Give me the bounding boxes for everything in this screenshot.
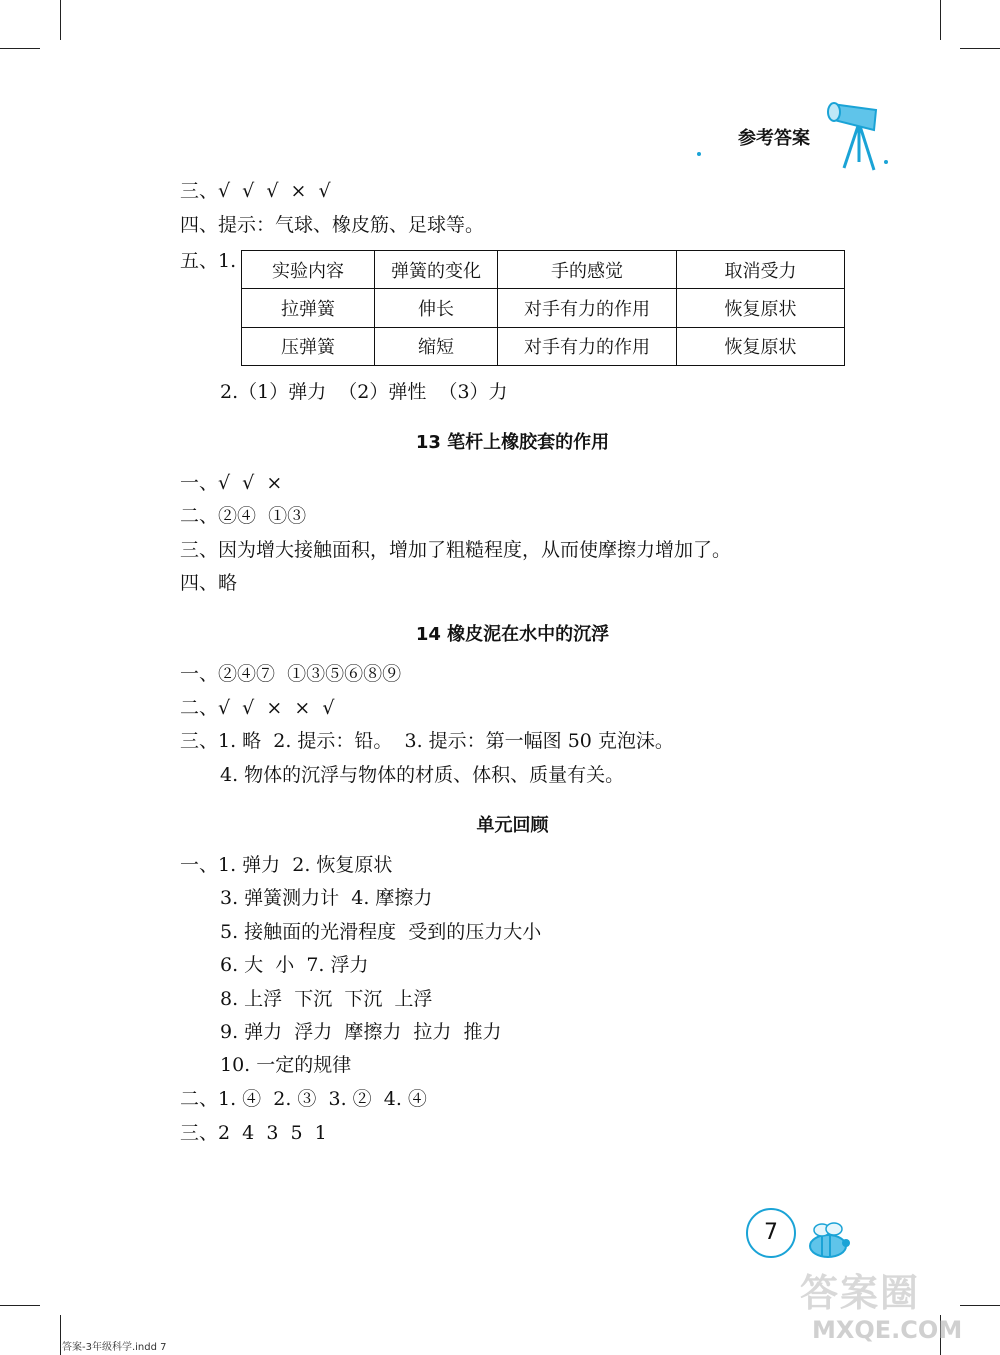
answer-line: 五、1.	[180, 250, 237, 272]
footer-file-label: 答案-3年级科学.indd 7	[62, 1342, 167, 1353]
table-cell: 对手有力的作用	[498, 327, 677, 365]
crop-mark	[940, 0, 941, 40]
answer-line: 一、1. 弹力 2. 恢复原状	[180, 854, 393, 876]
answer-line: 4. 物体的沉浮与物体的材质、体积、质量有关。	[220, 764, 625, 786]
answer-line: 二、√ √ × × √	[180, 697, 335, 719]
table-cell: 恢复原状	[677, 327, 845, 365]
answer-line: 一、②④⑦ ①③⑤⑥⑧⑨	[180, 663, 402, 685]
table-cell: 对手有力的作用	[498, 289, 677, 327]
section-heading: 单元回顾	[476, 815, 549, 836]
answer-line: 10. 一定的规律	[220, 1054, 352, 1076]
answer-line: 5. 接触面的光滑程度 受到的压力大小	[220, 921, 542, 943]
answer-line: 四、提示：气球、橡皮筋、足球等。	[180, 214, 485, 236]
table-cell: 手的感觉	[498, 251, 677, 289]
answer-line: 三、因为增大接触面积，增加了粗糙程度，从而使摩擦力增加了。	[180, 539, 732, 561]
table-cell: 压弹簧	[242, 327, 375, 365]
table-cell: 实验内容	[242, 251, 375, 289]
crop-mark	[960, 1305, 1000, 1306]
answer-line: 6. 大 小 7. 浮力	[220, 954, 369, 976]
section-heading: 13 笔杆上橡胶套的作用	[415, 432, 610, 453]
crop-mark	[60, 0, 61, 40]
answer-line: 9. 弹力 浮力 摩擦力 拉力 推力	[220, 1021, 502, 1043]
table-row	[242, 327, 845, 365]
crop-mark	[0, 1305, 40, 1306]
telescope-icon	[826, 90, 896, 180]
table-row	[242, 289, 845, 327]
crop-mark	[960, 48, 1000, 49]
decor-dot	[697, 152, 701, 156]
answer-line: 8. 上浮 下沉 下沉 上浮	[220, 988, 433, 1010]
answer-line: 三、2 4 3 5 1	[180, 1122, 327, 1144]
answer-line: 一、√ √ ×	[180, 472, 283, 494]
table-cell: 恢复原状	[677, 289, 845, 327]
table-row	[242, 251, 845, 289]
answer-line: 四、略	[180, 572, 238, 594]
answer-line: 2.（1）弹力 （2）弹性 （3）力	[220, 381, 508, 403]
crop-mark	[0, 48, 40, 49]
page-header-title: 参考答案	[738, 128, 810, 149]
crop-mark	[60, 1315, 61, 1355]
answer-line: 三、√ √ √ × √	[180, 180, 331, 202]
bee-icon	[800, 1218, 860, 1264]
answer-line: 二、②④ ①③	[180, 505, 307, 527]
table-cell: 弹簧的变化	[375, 251, 498, 289]
answer-table	[241, 250, 845, 366]
table-cell: 取消受力	[677, 251, 845, 289]
answer-line: 3. 弹簧测力计 4. 摩擦力	[220, 887, 433, 909]
page-number: 7	[746, 1208, 796, 1258]
watermark: 答案圈	[800, 1271, 921, 1315]
answer-line: 二、1. ④ 2. ③ 3. ② 4. ④	[180, 1088, 427, 1110]
watermark-url: MXQE.COM	[812, 1316, 963, 1344]
section-heading: 14 橡皮泥在水中的沉浮	[415, 624, 610, 645]
table-cell: 拉弹簧	[242, 289, 375, 327]
table-cell: 伸长	[375, 289, 498, 327]
table-cell: 缩短	[375, 327, 498, 365]
answer-line: 三、1. 略 2. 提示：铅。 3. 提示：第一幅图 50 克泡沫。	[180, 730, 674, 752]
